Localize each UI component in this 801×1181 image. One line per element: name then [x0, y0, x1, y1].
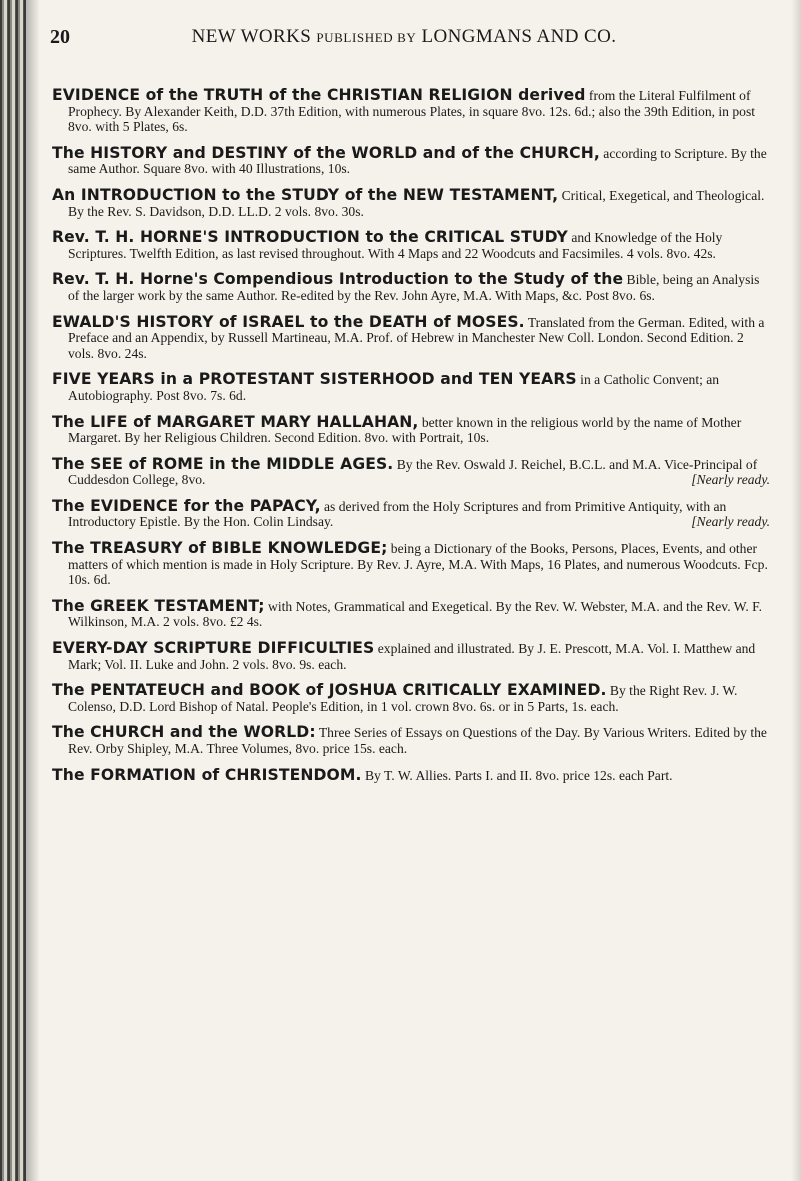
entry-title: The PENTATEUCH and BOOK of JOSHUA CRITICALLY EXAMINED. [52, 681, 607, 700]
catalogue-entry [52, 683, 770, 714]
catalogue-entry [52, 596, 770, 630]
entry-title: The GREEK TESTAMENT; [52, 596, 265, 615]
catalogue-entry [52, 454, 770, 488]
catalogue-entry [52, 496, 770, 530]
entry-body: Translated from the German. Edited, with a Preface and an Appendix, by Russell Martineau, M.A. Prof. of Hebrew in Manchester New Coll. London. Second Edition. 2 vols. 8vo. 24s. [68, 314, 765, 361]
entry-body: explained and illustrated. By J. E. Prescott, M.A. Vol. I. Matthew and Mark; Vol. II. Luke and John. 2 vols. 8vo. 9s. each. [68, 641, 756, 672]
entry-title: The SEE of ROME in the MIDDLE AGES. [52, 454, 394, 473]
catalogue-entry [52, 88, 770, 135]
entry-body: Three Series of Essays on Questions of the Day. By Various Writers. Edited by the Rev. Orby Shipley, M.A. Three Volumes, 8vo. price 15s. each. [68, 725, 767, 756]
entry-status: [Nearly ready. [691, 472, 770, 488]
catalogue-entry [52, 143, 770, 177]
catalogue-entry [52, 641, 770, 672]
catalogue-entry [52, 725, 770, 756]
book-binding-edge [0, 0, 26, 1181]
entry-title: An INTRODUCTION to the STUDY of the NEW TESTAMENT, [52, 185, 559, 204]
catalogue-entry [52, 272, 770, 303]
entry-body: as derived from the Holy Scriptures and from Primitive Antiquity, with an Introductory Epistle. By the Hon. Colin Lindsay. [68, 498, 727, 530]
entry-body: according to Scripture. By the same Author. Square 8vo. with 40 Illustrations, 10s. [68, 145, 767, 177]
page-edge-shadow [791, 0, 801, 1181]
catalogue-entry [52, 230, 770, 261]
entry-body: Critical, Exegetical, and Theological. By the Rev. S. Davidson, D.D. LL.D. 2 vols. 8vo. 30s. [68, 187, 765, 219]
entry-title: The HISTORY and DESTINY of the WORLD and of the CHURCH, [52, 143, 600, 162]
catalogue-entry [52, 541, 770, 588]
entry-body: better known in the religious world by the name of Mother Margaret. By her Religious Children. Second Edition. 8vo. with Portrait, 10s. [68, 414, 742, 446]
entry-title: The FORMATION of CHRISTENDOM. [52, 765, 362, 784]
entry-title: The TREASURY of BIBLE KNOWLEDGE; [52, 539, 388, 558]
page-number: 20 [50, 26, 70, 48]
entry-title: EVIDENCE of the TRUTH of the CHRISTIAN RELIGION derived [52, 86, 586, 104]
entry-body: By the Rev. Oswald J. Reichel, B.C.L. and M.A. Vice-Principal of Cuddesdon College, 8vo. [68, 456, 758, 488]
entry-body: from the Literal Fulfilment of Prophecy. By Alexander Keith, D.D. 37th Edition, with numerous Plates, in square 8vo. 12s. 6d.; also the 39th Edition, in post 8vo. with 5 Plates, 6s. [68, 88, 756, 135]
entry-title: Rev. T. H. HORNE'S INTRODUCTION to the CRITICAL STUDY [52, 228, 568, 247]
entry-body: By the Right Rev. J. W. Colenso, D.D. Lord Bishop of Natal. People's Edition, in 1 vol. crown 8vo. 6s. or in 5 Parts, 1s. each. [68, 683, 738, 714]
entry-title: The CHURCH and the WORLD: [52, 723, 316, 742]
entry-body: By T. W. Allies. Parts I. and II. 8vo. price 12s. each Part. [361, 767, 673, 783]
entry-body: with Notes, Grammatical and Exegetical. By the Rev. W. Webster, M.A. and the Rev. W. F. Wilkinson, M.A. 2 vols. 8vo. £2 4s. [68, 598, 763, 630]
entry-body: and Knowledge of the Holy Scriptures. Twelfth Edition, as last revised throughout. With 4 Maps and 22 Woodcuts and Facsimiles. 4 vols. 8vo. 42s. [68, 230, 723, 261]
entry-title: EWALD'S HISTORY of ISRAEL to the DEATH of MOSES. [52, 312, 525, 331]
running-head: NEW WORKS PUBLISHED BY LONGMANS AND CO. [191, 26, 617, 47]
entry-body: being a Dictionary of the Books, Persons, Places, Events, and other matters of which mention is made in Holy Scripture. By Rev. J. Ayre, M.A. With Maps, 16 Plates, and numerous Woodcuts. Fcp. 10s. 6d. [68, 541, 768, 588]
catalogue-entry [52, 185, 770, 219]
catalogue-entry [52, 372, 770, 403]
entry-title: The EVIDENCE for the PAPACY, [52, 496, 321, 515]
entry-title: FIVE YEARS in a PROTESTANT SISTERHOOD and TEN YEARS [52, 370, 577, 389]
entry-title: The LIFE of MARGARET MARY HALLAHAN, [52, 412, 419, 431]
catalogue-entry [52, 412, 770, 446]
entry-title: Rev. T. H. Horne's Compendious Introduction to the Study of the [52, 270, 624, 289]
entry-title: EVERY-DAY SCRIPTURE DIFFICULTIES [52, 639, 375, 658]
catalogue-list [52, 88, 770, 794]
entry-body: in a Catholic Convent; an Autobiography. Post 8vo. 7s. 6d. [68, 372, 720, 403]
entry-body: Bible, being an Analysis of the larger work by the same Author. Re-edited by the Rev. John Ayre, M.A. With Maps, &c. Post 8vo. 6s. [68, 272, 760, 303]
gutter-shadow [26, 0, 40, 1181]
entry-status: [Nearly ready. [691, 514, 770, 530]
catalogue-entry [52, 765, 770, 784]
catalogue-entry [52, 312, 770, 362]
